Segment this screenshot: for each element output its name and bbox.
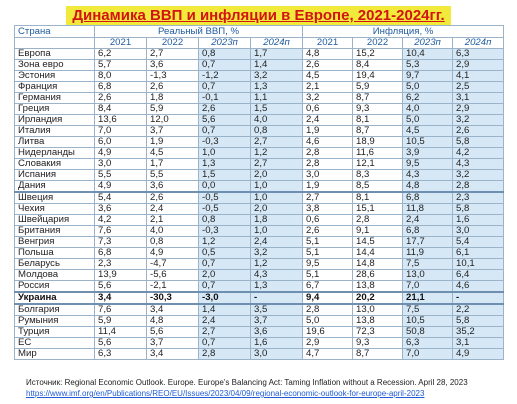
inflation-value: 8,5 (353, 181, 403, 193)
country-name: Германия (15, 93, 95, 104)
gdp-value: 7,0 (95, 126, 147, 137)
inflation-year-2021: 2021 (303, 38, 353, 49)
gdp-value: 1,4 (251, 60, 303, 71)
gdp-value: 5,9 (147, 104, 199, 115)
gdp-value: 3,0 (95, 159, 147, 170)
gdp-value: 3,7 (251, 316, 303, 327)
gdp-value: 6,8 (95, 82, 147, 93)
country-name: Турция (15, 327, 95, 338)
country-header: Страна (15, 26, 95, 38)
gdp-value: 0,8 (199, 215, 251, 226)
country-name: Беларусь (15, 259, 95, 270)
inflation-value: 8,1 (353, 192, 403, 204)
inflation-value: 8,4 (353, 60, 403, 71)
table-row (15, 237, 504, 248)
gdp-value: 13,6 (95, 115, 147, 126)
gdp-value: 3,6 (251, 327, 303, 338)
gdp-value: 5,5 (147, 170, 199, 181)
inflation-value: 2,3 (453, 192, 504, 204)
gdp-value: 7,6 (95, 226, 147, 237)
empty-header-cell (15, 38, 95, 49)
inflation-year-2024p: 2024п (453, 38, 504, 49)
gdp-value: 0,7 (199, 338, 251, 349)
gdp-value: 3,2 (251, 71, 303, 82)
country-name: Молдова (15, 270, 95, 281)
gdp-value: 4,5 (147, 148, 199, 159)
gdp-inflation-table (14, 25, 504, 360)
inflation-value: - (453, 292, 504, 304)
table-row (15, 126, 504, 137)
gdp-value: 1,3 (199, 159, 251, 170)
inflation-value: 13,8 (353, 316, 403, 327)
inflation-value: 14,5 (353, 237, 403, 248)
inflation-value: 10,5 (403, 137, 453, 148)
gdp-value: 2,4 (199, 316, 251, 327)
gdp-value: 4,3 (251, 270, 303, 281)
inflation-value: 6,1 (453, 248, 504, 259)
inflation-value: 3,1 (453, 93, 504, 104)
inflation-value: 2,9 (453, 60, 504, 71)
gdp-value: 1,2 (251, 148, 303, 159)
inflation-value: 4,5 (403, 126, 453, 137)
inflation-value: 5,8 (453, 204, 504, 215)
gdp-value: 1,3 (251, 281, 303, 293)
table-row (15, 71, 504, 82)
gdp-value: 6,3 (95, 349, 147, 360)
inflation-value: 10,5 (403, 316, 453, 327)
inflation-value: 6,4 (453, 270, 504, 281)
table-row (15, 82, 504, 93)
inflation-value: 1,9 (303, 181, 353, 193)
gdp-value: 3,4 (147, 304, 199, 316)
table-row (15, 137, 504, 148)
table-row (15, 292, 504, 304)
inflation-value: 7,5 (403, 259, 453, 270)
inflation-value: 2,2 (453, 304, 504, 316)
inflation-value: 4,8 (303, 49, 353, 60)
country-name: Мир (15, 349, 95, 360)
inflation-value: 8,7 (353, 126, 403, 137)
gdp-value: 1,6 (251, 338, 303, 349)
inflation-value: 1,6 (453, 215, 504, 226)
gdp-year-2021: 2021 (95, 38, 147, 49)
gdp-value: 1,7 (147, 159, 199, 170)
gdp-value: 1,4 (199, 304, 251, 316)
inflation-value: 2,4 (403, 215, 453, 226)
gdp-value: 6,2 (95, 49, 147, 60)
gdp-value: 2,6 (147, 192, 199, 204)
inflation-value: 13,8 (353, 281, 403, 293)
gdp-value: 3,2 (251, 248, 303, 259)
inflation-value: 5,3 (403, 60, 453, 71)
gdp-value: -30,3 (147, 292, 199, 304)
inflation-value: 1,9 (303, 126, 353, 137)
inflation-value: 8,7 (353, 93, 403, 104)
inflation-value: 7,0 (403, 349, 453, 360)
gdp-value: 2,7 (147, 49, 199, 60)
table-row (15, 60, 504, 71)
inflation-value: 8,7 (353, 349, 403, 360)
gdp-value: 4,0 (251, 115, 303, 126)
table-row (15, 215, 504, 226)
gdp-value: 4,2 (95, 215, 147, 226)
gdp-value: -0,5 (199, 192, 251, 204)
gdp-value: 1,8 (251, 215, 303, 226)
country-name: Испания (15, 170, 95, 181)
country-name: Чехия (15, 204, 95, 215)
inflation-value: 4,8 (403, 181, 453, 193)
inflation-value: 14,4 (353, 248, 403, 259)
gdp-value: 1,9 (147, 137, 199, 148)
gdp-value: 2,7 (251, 137, 303, 148)
gdp-value: 11,4 (95, 327, 147, 338)
gdp-value: -0,3 (199, 137, 251, 148)
inflation-value: 3,2 (453, 170, 504, 181)
gdp-value: 13,9 (95, 270, 147, 281)
inflation-value: 5,8 (453, 316, 504, 327)
gdp-value: 1,5 (199, 170, 251, 181)
table-row (15, 192, 504, 204)
inflation-value: 13,0 (403, 270, 453, 281)
gdp-value: 2,4 (251, 237, 303, 248)
gdp-value: 3,6 (95, 204, 147, 215)
inflation-value: 5,8 (453, 137, 504, 148)
gdp-value: 1,8 (147, 93, 199, 104)
inflation-value: 14,8 (353, 259, 403, 270)
inflation-year-2022: 2022 (353, 38, 403, 49)
inflation-year-2023p: 2023п (403, 38, 453, 49)
gdp-value: 3,4 (147, 349, 199, 360)
gdp-year-2022: 2022 (147, 38, 199, 49)
gdp-value: 0,5 (199, 248, 251, 259)
country-name: Греция (15, 104, 95, 115)
inflation-value: 5,0 (403, 115, 453, 126)
gdp-value: 2,6 (199, 104, 251, 115)
table-row (15, 104, 504, 115)
country-name: Литва (15, 137, 95, 148)
gdp-value: -4,7 (147, 259, 199, 270)
gdp-value: 2,0 (199, 270, 251, 281)
inflation-value: 10,4 (403, 49, 453, 60)
inflation-value: 2,8 (303, 304, 353, 316)
inflation-value: 2,6 (453, 126, 504, 137)
gdp-value: 0,7 (199, 126, 251, 137)
inflation-value: 5,0 (303, 316, 353, 327)
inflation-value: 2,8 (453, 181, 504, 193)
inflation-value: 11,8 (403, 204, 453, 215)
table-row (15, 270, 504, 281)
inflation-value: 2,9 (303, 338, 353, 349)
gdp-value: 3,6 (147, 181, 199, 193)
inflation-value: 6,3 (403, 338, 453, 349)
country-name: Зона евро (15, 60, 95, 71)
gdp-value: 5,6 (147, 327, 199, 338)
inflation-value: 7,0 (403, 281, 453, 293)
inflation-value: 19,6 (303, 327, 353, 338)
inflation-value: 15,1 (353, 204, 403, 215)
gdp-year-2023p: 2023п (199, 38, 251, 49)
gdp-value: -0,1 (199, 93, 251, 104)
gdp-year-2024p: 2024п (251, 38, 303, 49)
inflation-value: 3,2 (453, 115, 504, 126)
gdp-value: -3,0 (199, 292, 251, 304)
gdp-value: 4,9 (95, 148, 147, 159)
table-body (15, 49, 504, 360)
gdp-value: 3,7 (147, 338, 199, 349)
table-row (15, 327, 504, 338)
inflation-value: 0,6 (303, 215, 353, 226)
inflation-value: 2,6 (303, 226, 353, 237)
gdp-value: 5,9 (95, 316, 147, 327)
inflation-value: 9,4 (303, 292, 353, 304)
country-name: Швейцария (15, 215, 95, 226)
inflation-value: 12,1 (353, 159, 403, 170)
inflation-value: 0,6 (303, 104, 353, 115)
table-row (15, 159, 504, 170)
inflation-value: 4,7 (303, 349, 353, 360)
inflation-value: 3,8 (303, 204, 353, 215)
gdp-value: -0,5 (199, 204, 251, 215)
table-row (15, 338, 504, 349)
gdp-value: 1,7 (251, 49, 303, 60)
inflation-value: 13,0 (353, 304, 403, 316)
country-name: Италия (15, 126, 95, 137)
inflation-value: 4,2 (453, 148, 504, 159)
gdp-value: 1,0 (251, 181, 303, 193)
inflation-value: 9,3 (353, 338, 403, 349)
gdp-value: -0,3 (199, 226, 251, 237)
table-row (15, 259, 504, 270)
inflation-value: 3,2 (303, 93, 353, 104)
gdp-value: 5,4 (95, 192, 147, 204)
country-name: Франция (15, 82, 95, 93)
gdp-value: 12,0 (147, 115, 199, 126)
gdp-value: 1,0 (251, 226, 303, 237)
inflation-value: 18,9 (353, 137, 403, 148)
table-row (15, 349, 504, 360)
gdp-value: 4,9 (95, 181, 147, 193)
gdp-value: 3,6 (147, 60, 199, 71)
gdp-header: Реальный ВВП, % (95, 26, 303, 38)
inflation-value: 3,0 (453, 226, 504, 237)
gdp-value: 5,7 (95, 60, 147, 71)
inflation-value: 9,3 (353, 104, 403, 115)
inflation-value: 50,8 (403, 327, 453, 338)
country-name: Британия (15, 226, 95, 237)
gdp-value: 6,8 (95, 248, 147, 259)
inflation-value: 5,1 (303, 270, 353, 281)
inflation-value: 72,3 (353, 327, 403, 338)
country-name: Ирландия (15, 115, 95, 126)
inflation-value: 6,2 (403, 93, 453, 104)
country-name: Венгрия (15, 237, 95, 248)
inflation-value: 5,0 (403, 82, 453, 93)
inflation-value: 3,9 (403, 148, 453, 159)
inflation-value: 6,7 (303, 281, 353, 293)
gdp-value: 2,0 (251, 170, 303, 181)
gdp-value: 0,8 (199, 49, 251, 60)
inflation-value: 11,6 (353, 148, 403, 159)
inflation-value: 2,4 (303, 115, 353, 126)
inflation-value: 4,3 (453, 159, 504, 170)
gdp-value: 0,0 (199, 181, 251, 193)
inflation-value: 4,3 (403, 170, 453, 181)
country-name: ЕС (15, 338, 95, 349)
inflation-value: 3,0 (303, 170, 353, 181)
inflation-value: 2,6 (303, 60, 353, 71)
country-name: Нидерланды (15, 148, 95, 159)
inflation-value: 35,2 (453, 327, 504, 338)
gdp-value: 2,0 (251, 204, 303, 215)
gdp-value: 1,2 (199, 237, 251, 248)
country-name: Польша (15, 248, 95, 259)
country-name: Словакия (15, 159, 95, 170)
inflation-value: 4,6 (453, 281, 504, 293)
page-title: Динамика ВВП и инфляции в Европе, 2021-2024гг. (66, 6, 450, 25)
inflation-value: 21,1 (403, 292, 453, 304)
inflation-value: 3,1 (453, 338, 504, 349)
gdp-value: 1,0 (251, 192, 303, 204)
gdp-value: 2,8 (199, 349, 251, 360)
inflation-value: 4,0 (403, 104, 453, 115)
table-row (15, 248, 504, 259)
inflation-value: 4,1 (453, 71, 504, 82)
inflation-value: 19,4 (353, 71, 403, 82)
inflation-value: 2,8 (353, 215, 403, 226)
table-row (15, 281, 504, 293)
table-row (15, 204, 504, 215)
gdp-value: -1,2 (199, 71, 251, 82)
inflation-value: 20,2 (353, 292, 403, 304)
inflation-value: 9,1 (353, 226, 403, 237)
table-row (15, 316, 504, 327)
inflation-value: 5,9 (353, 82, 403, 93)
gdp-value: 1,1 (251, 93, 303, 104)
gdp-value: 8,0 (95, 71, 147, 82)
inflation-value: 8,3 (353, 170, 403, 181)
gdp-value: 0,8 (147, 237, 199, 248)
country-name: Швеция (15, 192, 95, 204)
table-row (15, 181, 504, 193)
gdp-value: 8,4 (95, 104, 147, 115)
inflation-value: 4,5 (303, 71, 353, 82)
source-note: Источник: Regional Economic Outlook. Europe. Europe’s Balancing Act: Taming Inflation without a Recession. April 28, 2023 (26, 378, 468, 387)
gdp-value: 2,7 (199, 327, 251, 338)
inflation-value: 2,9 (453, 104, 504, 115)
country-name: Эстония (15, 71, 95, 82)
inflation-value: 10,1 (453, 259, 504, 270)
inflation-value: 6,8 (403, 226, 453, 237)
gdp-value: 1,5 (251, 104, 303, 115)
inflation-value: 2,5 (453, 82, 504, 93)
inflation-value: 17,7 (403, 237, 453, 248)
table-row (15, 304, 504, 316)
table-row (15, 148, 504, 159)
gdp-value: 3,7 (147, 126, 199, 137)
table-row (15, 170, 504, 181)
gdp-value: 0,7 (199, 259, 251, 270)
inflation-value: 5,4 (453, 237, 504, 248)
gdp-value: -1,3 (147, 71, 199, 82)
inflation-value: 4,6 (303, 137, 353, 148)
gdp-value: 0,7 (199, 82, 251, 93)
gdp-value: -5,6 (147, 270, 199, 281)
gdp-value: 4,0 (147, 226, 199, 237)
gdp-value: 2,6 (147, 82, 199, 93)
country-name: Украина (15, 292, 95, 304)
inflation-value: 28,6 (353, 270, 403, 281)
gdp-value: 7,6 (95, 304, 147, 316)
inflation-value: 9,5 (303, 259, 353, 270)
inflation-value: 6,3 (453, 49, 504, 60)
gdp-value: 1,0 (199, 148, 251, 159)
gdp-value: 0,8 (251, 126, 303, 137)
inflation-value: 4,9 (453, 349, 504, 360)
gdp-value: 3,4 (95, 292, 147, 304)
inflation-value: 9,7 (403, 71, 453, 82)
gdp-value: 5,6 (199, 115, 251, 126)
gdp-value: 1,3 (251, 82, 303, 93)
table-row (15, 226, 504, 237)
gdp-value: 7,3 (95, 237, 147, 248)
inflation-value: 5,1 (303, 237, 353, 248)
gdp-value: 6,0 (95, 137, 147, 148)
gdp-value: 4,9 (147, 248, 199, 259)
inflation-value: 2,8 (303, 159, 353, 170)
inflation-value: 9,5 (403, 159, 453, 170)
inflation-value: 8,1 (353, 115, 403, 126)
inflation-value: 11,9 (403, 248, 453, 259)
gdp-value: 3,5 (251, 304, 303, 316)
inflation-value: 6,8 (403, 192, 453, 204)
gdp-value: 5,5 (95, 170, 147, 181)
country-name: Болгария (15, 304, 95, 316)
country-name: Европа (15, 49, 95, 60)
gdp-value: - (251, 292, 303, 304)
table-row (15, 49, 504, 60)
gdp-value: 0,7 (199, 60, 251, 71)
source-link[interactable]: https://www.imf.org/en/Publications/REO/EU/Issues/2023/04/09/regional-economic-outlook-for-europe-april-2023 (26, 389, 425, 398)
gdp-value: 2,4 (147, 204, 199, 215)
inflation-value: 7,5 (403, 304, 453, 316)
table-row (15, 115, 504, 126)
gdp-value: 1,2 (251, 259, 303, 270)
inflation-value: 2,8 (303, 148, 353, 159)
inflation-value: 2,7 (303, 192, 353, 204)
gdp-value: 2,1 (147, 215, 199, 226)
inflation-value: 15,2 (353, 49, 403, 60)
gdp-value: 0,7 (199, 281, 251, 293)
gdp-value: 2,6 (95, 93, 147, 104)
country-name: Румыния (15, 316, 95, 327)
gdp-value: 3,0 (251, 349, 303, 360)
gdp-value: 2,3 (95, 259, 147, 270)
gdp-value: 2,7 (251, 159, 303, 170)
gdp-value: -2,1 (147, 281, 199, 293)
inflation-header: Инфляция, % (303, 26, 504, 38)
country-name: Дания (15, 181, 95, 193)
inflation-value: 2,1 (303, 82, 353, 93)
country-name: Россия (15, 281, 95, 293)
gdp-value: 5,6 (95, 281, 147, 293)
gdp-value: 5,6 (95, 338, 147, 349)
inflation-value: 5,1 (303, 248, 353, 259)
table-row (15, 93, 504, 104)
gdp-value: 4,8 (147, 316, 199, 327)
